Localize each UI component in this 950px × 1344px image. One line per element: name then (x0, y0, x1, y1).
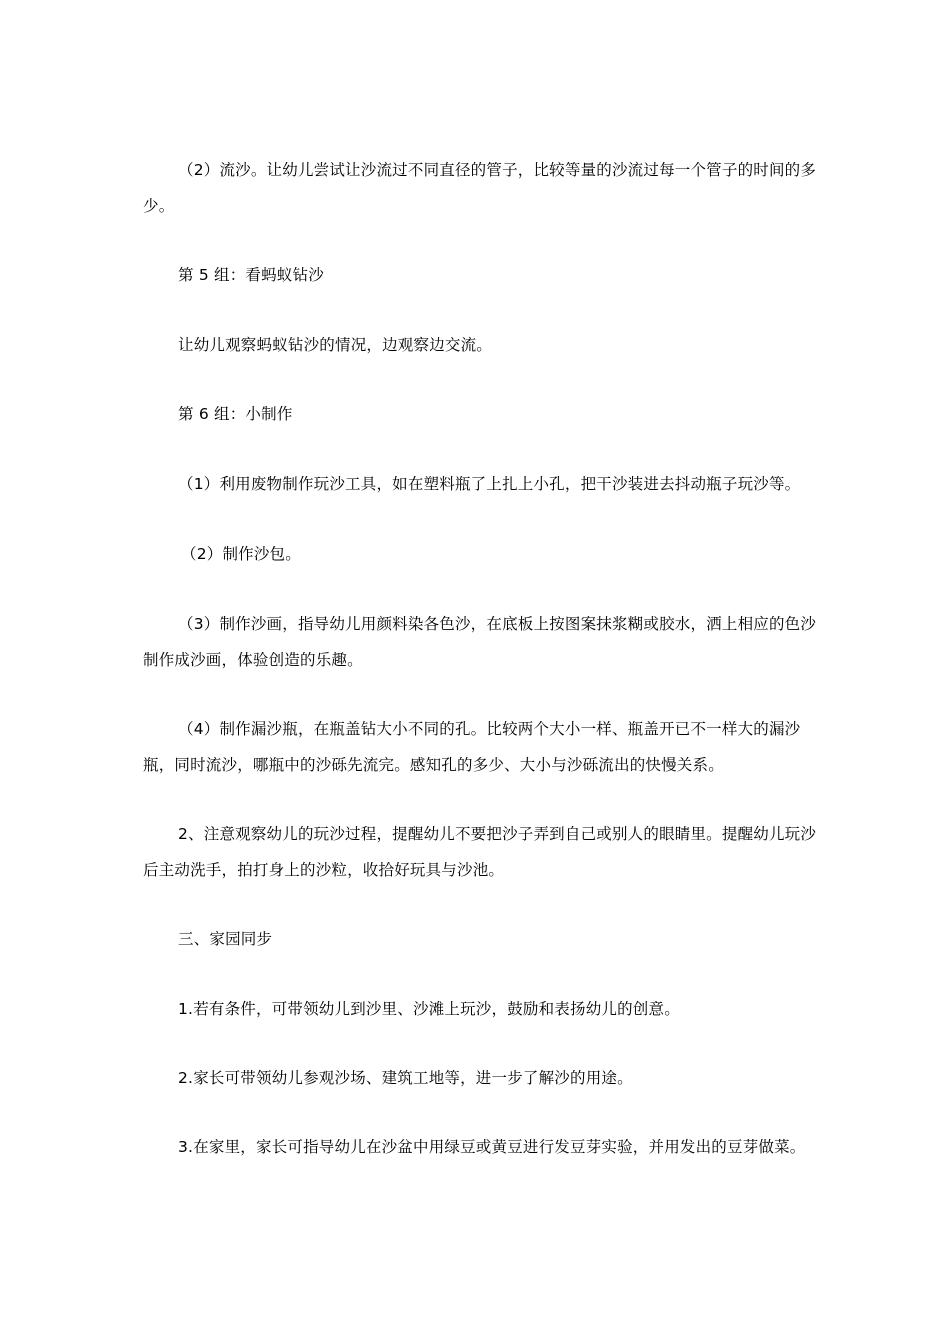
paragraph-sand-tools: （1）利用废物制作玩沙工具，如在塑料瓶了上扎上小孔，把干沙装进去抖动瓶子玩沙等。 (178, 475, 801, 493)
paragraph-sand-painting: （3）制作沙画，指导幼儿用颜料染各色沙，在底板上按图案抹浆糊或胶水，洒上相应的色沙制作成沙画，体验创造的乐趣。 (143, 615, 817, 669)
paragraph-sprout-experiment: 3.在家里，家长可指导幼儿在沙盆中用绿豆或黄豆进行发豆芽实验，并用发出的豆芽做菜。 (178, 1138, 806, 1156)
paragraph-sandbag: （2）制作沙包。 (181, 545, 301, 563)
paragraph-site-visit: 2.家长可带领幼儿参观沙场、建筑工地等，进一步了解沙的用途。 (178, 1069, 633, 1087)
heading-group-6: 第 6 组：小制作 (178, 405, 293, 423)
heading-group-5: 第 5 组：看蚂蚁钻沙 (178, 266, 324, 284)
heading-home-school: 三、家园同步 (178, 930, 273, 948)
paragraph-safety-note: 2、注意观察幼儿的玩沙过程，提醒幼儿不要把沙子弄到自己或别人的眼睛里。提醒幼儿玩沙后主动洗手，拍打身上的沙粒，收拾好玩具与沙池。 (143, 825, 817, 879)
paragraph-sand-bottle: （4）制作漏沙瓶，在瓶盖钻大小不同的孔。比较两个大小一样、瓶盖开已不一样大的漏沙瓶，同时流沙，哪瓶中的沙砾先流完。感知孔的多少、大小与沙砾流出的快慢关系。 (143, 720, 801, 774)
paragraph-beach-play: 1.若有条件，可带领幼儿到沙里、沙滩上玩沙，鼓励和表扬幼儿的创意。 (178, 1000, 680, 1018)
paragraph-flowing-sand: （2）流沙。让幼儿尝试让沙流过不同直径的管子，比较等量的沙流过每一个管子的时间的多少。 (143, 161, 817, 215)
paragraph-ant-observation: 让幼儿观察蚂蚁钻沙的情况，边观察边交流。 (178, 336, 493, 354)
